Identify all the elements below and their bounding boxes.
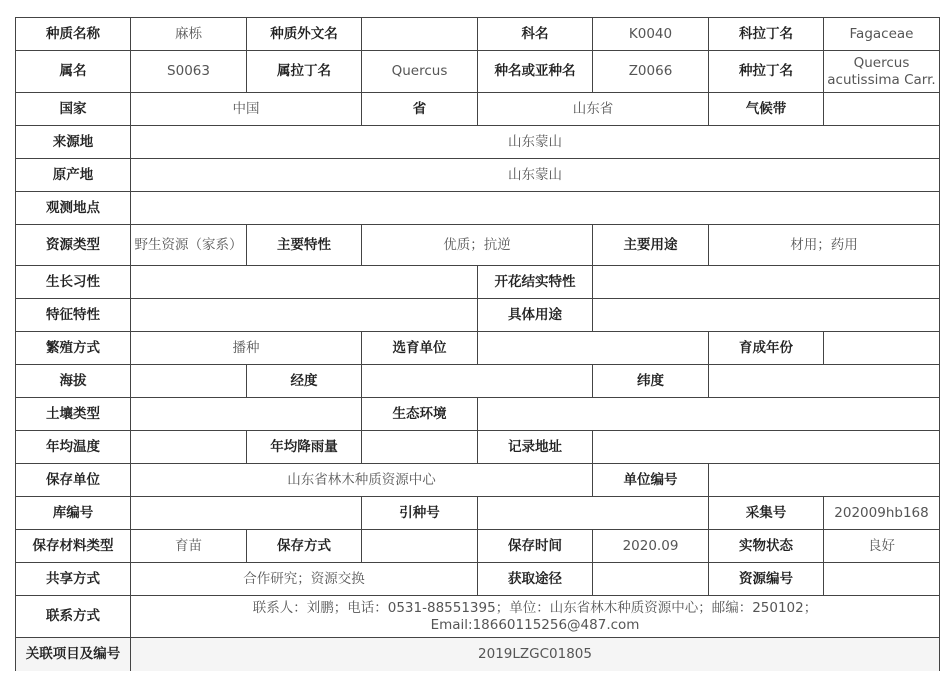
table-row xyxy=(16,266,940,299)
main-use-label: 主要用途 xyxy=(593,225,709,266)
annual-rainfall-value xyxy=(362,431,478,464)
country-value: 中国 xyxy=(131,93,362,126)
soil-type-label: 土壤类型 xyxy=(16,398,131,431)
table-row xyxy=(16,497,940,530)
longitude-value xyxy=(362,365,593,398)
species-latin-value: Quercus acutissima Carr. xyxy=(824,51,940,93)
germplasm-name-value: 麻栎 xyxy=(131,18,247,51)
project-label: 关联项目及编号 xyxy=(16,638,131,671)
propagation-label: 繁殖方式 xyxy=(16,332,131,365)
genus-label: 属名 xyxy=(16,51,131,93)
province-label: 省 xyxy=(362,93,478,126)
conservation-time-label: 保存时间 xyxy=(478,530,593,563)
ecological-env-value xyxy=(478,398,940,431)
climate-zone-value xyxy=(824,93,940,126)
breeding-unit-value xyxy=(478,332,709,365)
family-value: K0040 xyxy=(593,18,709,51)
observation-site-value xyxy=(131,192,940,225)
germplasm-name-label: 种质名称 xyxy=(16,18,131,51)
family-label: 科名 xyxy=(478,18,593,51)
breeding-unit-label: 选育单位 xyxy=(362,332,478,365)
growth-habit-label: 生长习性 xyxy=(16,266,131,299)
specific-use-label: 具体用途 xyxy=(478,299,593,332)
contact-value: 联系人：刘鹏；电话：0531-88551395；单位：山东省林木种质资源中心；邮编：250102；Email:18660115256@487.com xyxy=(131,596,940,638)
project-value: 2019LZGC01805 xyxy=(131,638,940,671)
table-row xyxy=(16,563,940,596)
flowering-fruiting-label: 开花结实特性 xyxy=(478,266,593,299)
physical-status-value: 良好 xyxy=(824,530,940,563)
resource-number-label: 资源编号 xyxy=(709,563,824,596)
annual-temp-label: 年均温度 xyxy=(16,431,131,464)
flowering-fruiting-value xyxy=(593,266,940,299)
latitude-label: 纬度 xyxy=(593,365,709,398)
altitude-value xyxy=(131,365,247,398)
ecological-env-label: 生态环境 xyxy=(362,398,478,431)
table-row xyxy=(16,431,940,464)
growth-habit-value xyxy=(131,266,478,299)
sharing-method-value: 合作研究；资源交换 xyxy=(131,563,478,596)
table-row xyxy=(16,299,940,332)
table-row xyxy=(16,192,940,225)
origin-place-value: 山东蒙山 xyxy=(131,159,940,192)
table-row xyxy=(16,530,940,563)
conservation-method-label: 保存方式 xyxy=(247,530,362,563)
characteristics-label: 特征特性 xyxy=(16,299,131,332)
province-value: 山东省 xyxy=(478,93,709,126)
country-label: 国家 xyxy=(16,93,131,126)
record-address-value xyxy=(593,431,940,464)
main-use-value: 材用；药用 xyxy=(709,225,940,266)
germplasm-info-table xyxy=(15,17,940,671)
unit-number-value xyxy=(709,464,940,497)
characteristics-value xyxy=(131,299,478,332)
table-row xyxy=(16,225,940,266)
material-type-label: 保存材料类型 xyxy=(16,530,131,563)
source-place-label: 来源地 xyxy=(16,126,131,159)
introduction-number-value xyxy=(478,497,709,530)
table-row xyxy=(16,18,940,51)
sharing-method-label: 共享方式 xyxy=(16,563,131,596)
foreign-name-label: 种质外文名 xyxy=(247,18,362,51)
family-latin-label: 科拉丁名 xyxy=(709,18,824,51)
main-traits-value: 优质；抗逆 xyxy=(362,225,593,266)
resource-type-value: 野生资源（家系） xyxy=(131,225,247,266)
family-latin-value: Fagaceae xyxy=(824,18,940,51)
table-row xyxy=(16,596,940,638)
repository-number-value xyxy=(131,497,362,530)
table-row xyxy=(16,638,940,671)
annual-temp-value xyxy=(131,431,247,464)
table-row xyxy=(16,51,940,93)
genus-latin-label: 属拉丁名 xyxy=(247,51,362,93)
source-place-value: 山东蒙山 xyxy=(131,126,940,159)
specific-use-value xyxy=(593,299,940,332)
table-row xyxy=(16,332,940,365)
breeding-year-label: 育成年份 xyxy=(709,332,824,365)
genus-latin-value: Quercus xyxy=(362,51,478,93)
resource-type-label: 资源类型 xyxy=(16,225,131,266)
introduction-number-label: 引种号 xyxy=(362,497,478,530)
conservation-unit-label: 保存单位 xyxy=(16,464,131,497)
altitude-label: 海拔 xyxy=(16,365,131,398)
table-row xyxy=(16,464,940,497)
origin-place-label: 原产地 xyxy=(16,159,131,192)
collection-number-label: 采集号 xyxy=(709,497,824,530)
physical-status-label: 实物状态 xyxy=(709,530,824,563)
table-row xyxy=(16,126,940,159)
table-row xyxy=(16,398,940,431)
main-traits-label: 主要特性 xyxy=(247,225,362,266)
climate-zone-label: 气候带 xyxy=(709,93,824,126)
record-address-label: 记录地址 xyxy=(478,431,593,464)
table-row xyxy=(16,365,940,398)
longitude-label: 经度 xyxy=(247,365,362,398)
species-latin-label: 种拉丁名 xyxy=(709,51,824,93)
conservation-time-value: 2020.09 xyxy=(593,530,709,563)
propagation-value: 播种 xyxy=(131,332,362,365)
observation-site-label: 观测地点 xyxy=(16,192,131,225)
resource-number-value xyxy=(824,563,940,596)
acquisition-value xyxy=(593,563,709,596)
repository-number-label: 库编号 xyxy=(16,497,131,530)
foreign-name-value xyxy=(362,18,478,51)
latitude-value xyxy=(709,365,940,398)
material-type-value: 育苗 xyxy=(131,530,247,563)
soil-type-value xyxy=(131,398,362,431)
species-value: Z0066 xyxy=(593,51,709,93)
breeding-year-value xyxy=(824,332,940,365)
table-row xyxy=(16,93,940,126)
collection-number-value: 202009hb168 xyxy=(824,497,940,530)
species-label: 种名或亚种名 xyxy=(478,51,593,93)
table-row xyxy=(16,159,940,192)
conservation-method-value xyxy=(362,530,478,563)
conservation-unit-value: 山东省林木种质资源中心 xyxy=(131,464,593,497)
annual-rainfall-label: 年均降雨量 xyxy=(247,431,362,464)
unit-number-label: 单位编号 xyxy=(593,464,709,497)
acquisition-label: 获取途径 xyxy=(478,563,593,596)
genus-value: S0063 xyxy=(131,51,247,93)
contact-label: 联系方式 xyxy=(16,596,131,638)
